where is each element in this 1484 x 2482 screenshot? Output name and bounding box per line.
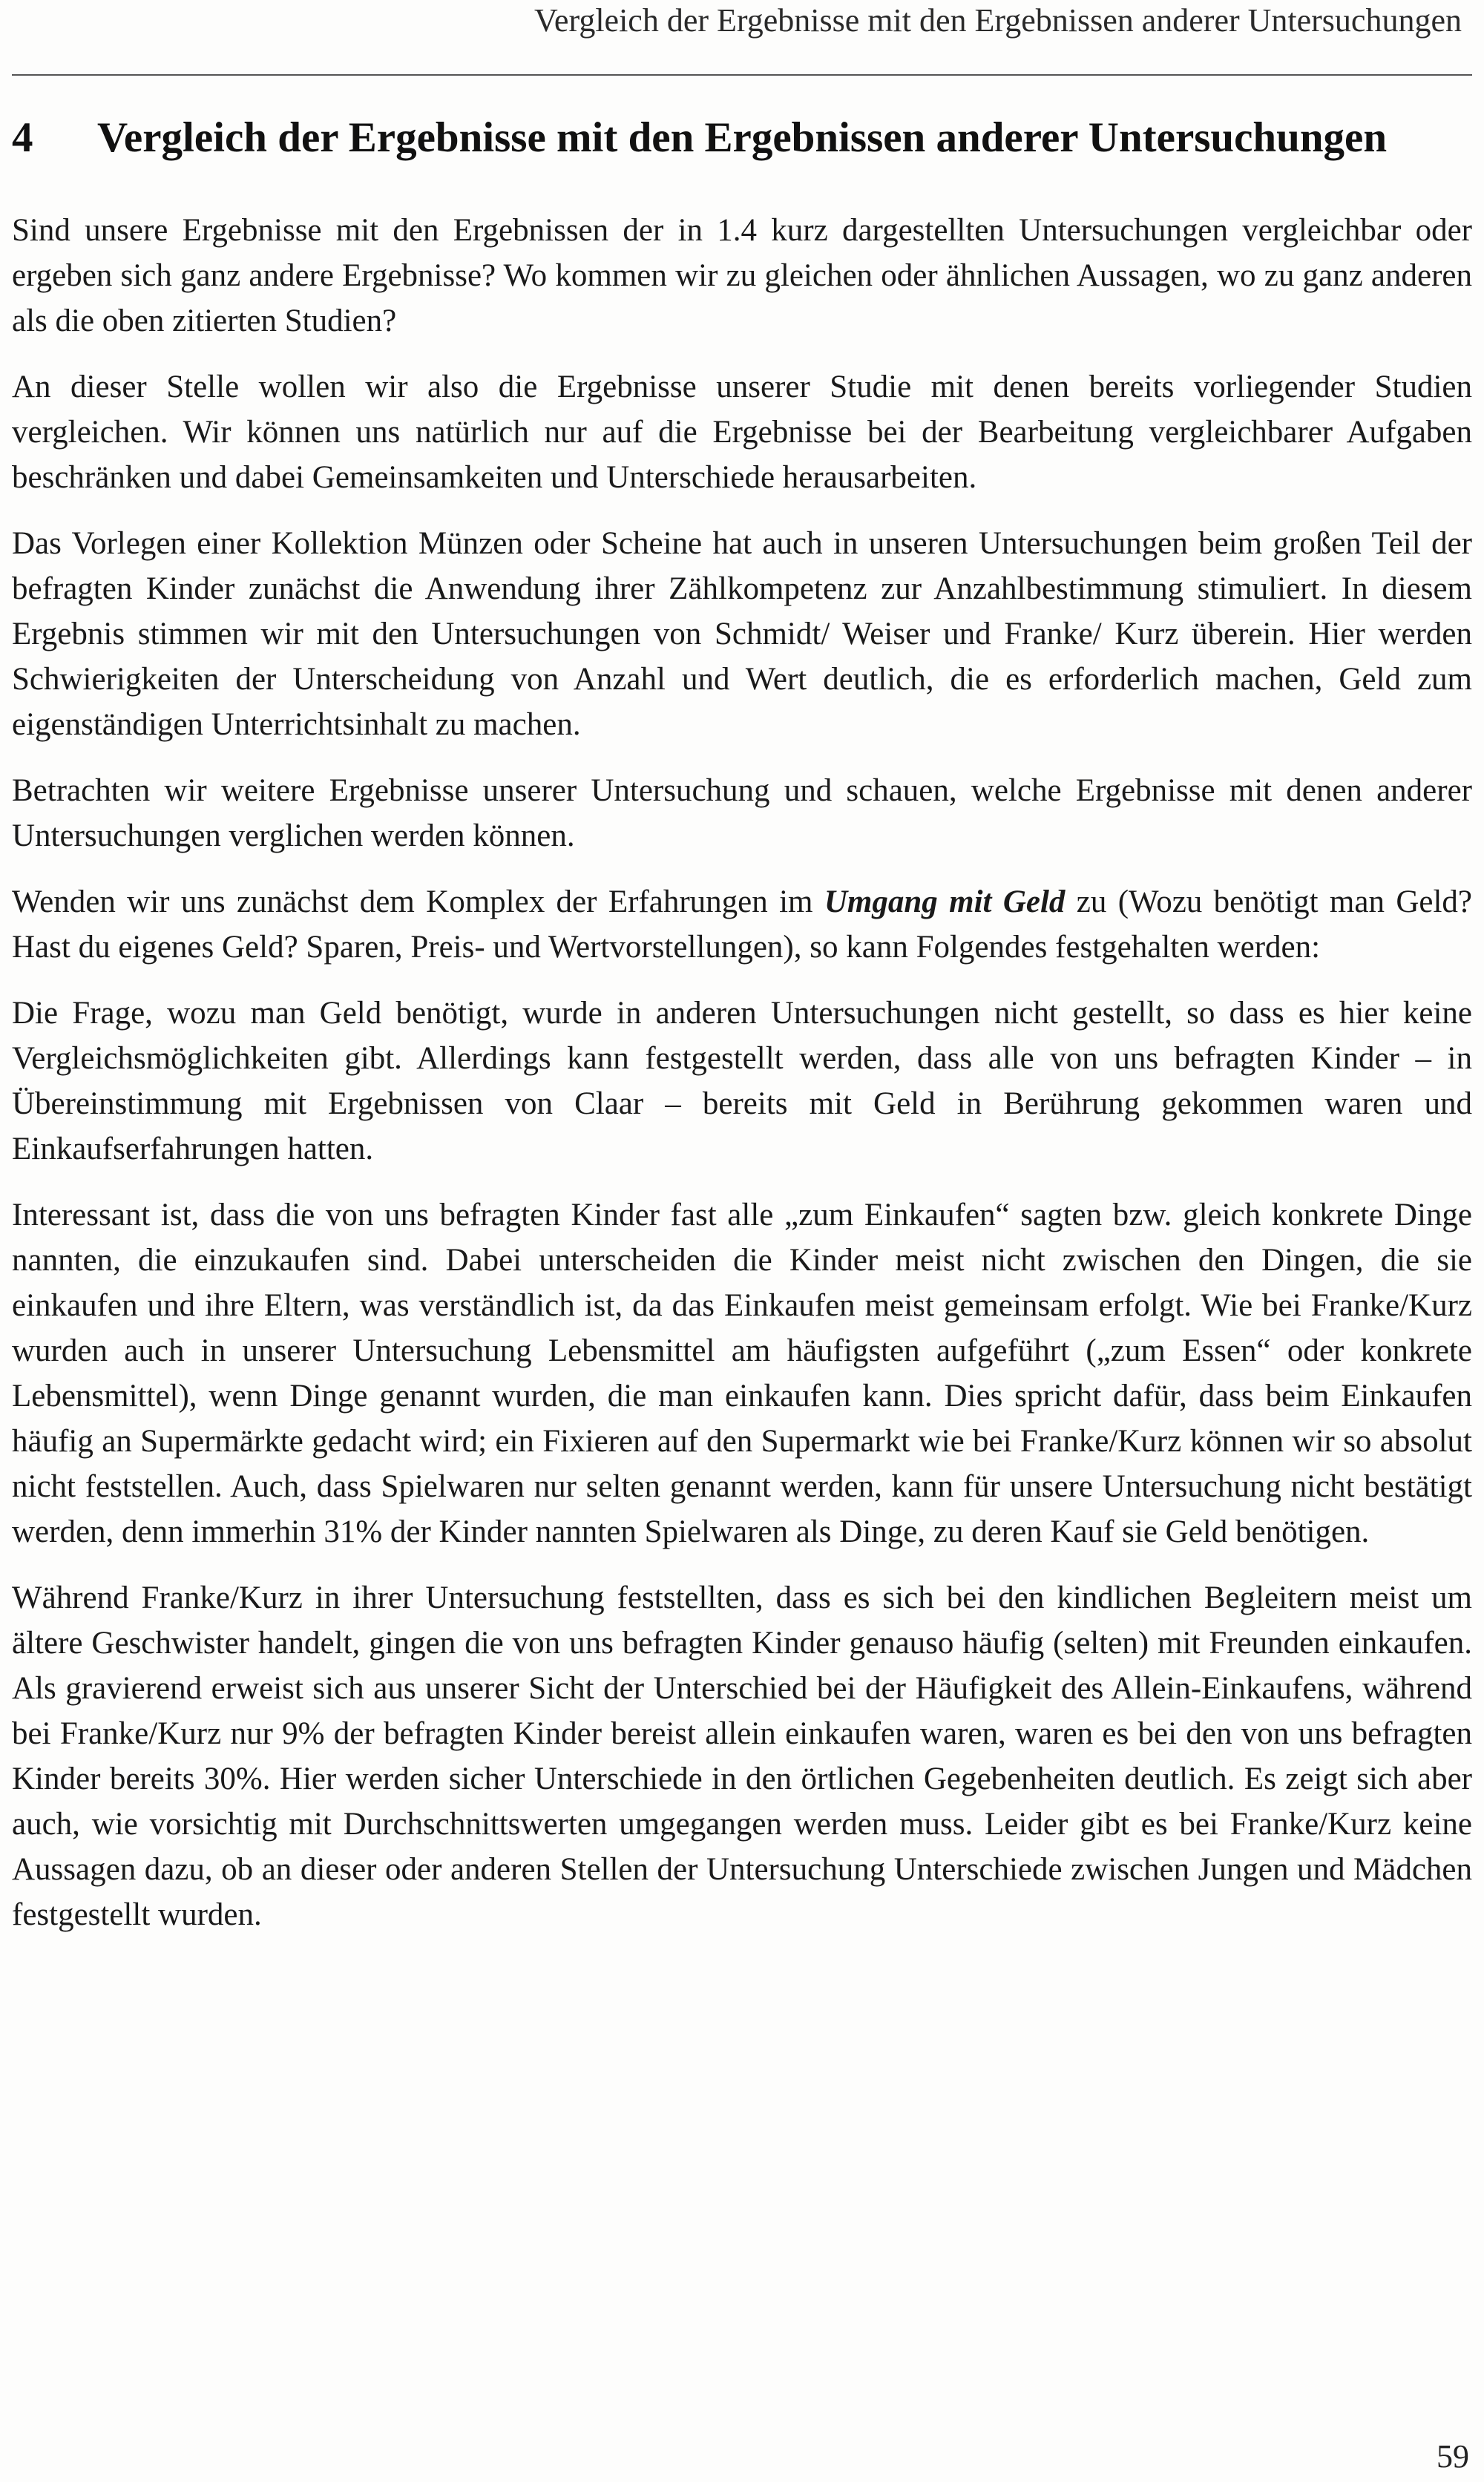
chapter-number: 4 xyxy=(12,114,33,161)
paragraph-2: An dieser Stelle wollen wir also die Ergebnisse unserer Studie mit denen bereits vorliegender Studien vergleichen. Wir können uns natürlich nur auf die Ergebnisse bei der Bearbeitung vergleichbarer Aufgaben beschränken und dabei Gemeinsamkeiten und Unterschiede herausarbeiten. xyxy=(12,370,1472,495)
running-header: Vergleich der Ergebnisse mit den Ergebnissen anderer Untersuchungen xyxy=(534,2,1462,39)
paragraph-5 xyxy=(12,879,1472,970)
paragraph-5-emphasis: Umgang mit Geld xyxy=(824,884,1066,919)
page-body xyxy=(12,111,1472,1958)
paragraph-3: Das Vorlegen einer Kollektion Münzen oder Scheine hat auch in unseren Untersuchungen beim großen Teil der befragten Kinder zunächst die Anwendung ihrer Zählkompetenz zur Anzahlbestimmung stimuliert. In diesem Ergebnis stimmen wir mit den Untersuchungen von Schmidt/ Weiser und Franke/ Kurz überein. Hier werden Schwierigkeiten der Unterscheidung von Anzahl und Wert deutlich, die es erforderlich machen, Geld zum eigenständigen Unterrichtsinhalt zu machen. xyxy=(12,526,1472,742)
paragraph-1: Sind unsere Ergebnisse mit den Ergebnissen der in 1.4 kurz dargestellten Untersuchungen vergleichbar oder ergeben sich ganz andere Ergebnisse? Wo kommen wir zu gleichen oder ähnlichen Aussagen, wo zu ganz anderen als die oben zitierten Studien? xyxy=(12,213,1472,338)
paragraph-5-text-before: Wenden wir uns zunächst dem Komplex der Erfahrungen im xyxy=(12,884,824,919)
page-number: 59 xyxy=(1437,2438,1469,2475)
paragraph-6: Die Frage, wozu man Geld benötigt, wurde in anderen Untersuchungen nicht gestellt, so dass es hier keine Vergleichsmöglichkeiten gibt. Allerdings kann festgestellt werden, dass alle von uns befragten Kinder – in Übereinstimmung mit Ergebnissen von Claar – bereits mit Geld in Berührung gekommen waren und Einkaufserfahrungen hatten. xyxy=(12,996,1472,1166)
chapter-heading xyxy=(12,111,1472,165)
header-rule xyxy=(12,74,1472,76)
paragraph-8: Während Franke/Kurz in ihrer Untersuchung feststellten, dass es sich bei den kindlichen Begleitern meist um ältere Geschwister handelt, gingen die von uns befragten Kinder genauso häufig (selten) mit Freunden einkaufen. Als gravierend erweist sich aus unserer Sicht der Unterschied bei der Häufigkeit des Allein-Einkaufens, während bei Franke/Kurz nur 9% der befragten Kinder bereist allein einkaufen waren, waren es bei den von uns befragten Kinder bereits 30%. Hier werden sicher Unterschiede in den örtlichen Gegebenheiten deutlich. Es zeigt sich aber auch, wie vorsichtig mit Durchschnittswerten umgegangen werden muss. Leider gibt es bei Franke/Kurz keine Aussagen dazu, ob an dieser oder anderen Stellen der Untersuchung Unterschiede zwischen Jungen und Mädchen festgestellt wurden. xyxy=(12,1580,1472,1932)
paragraph-7: Interessant ist, dass die von uns befragten Kinder fast alle „zum Einkaufen“ sagten bzw. gleich konkrete Dinge nannten, die einzukaufen sind. Dabei unterscheiden die Kinder meist nicht zwischen den Dingen, die sie einkaufen und ihre Eltern, was verständlich ist, da das Einkaufen meist gemeinsam erfolgt. Wie bei Franke/Kurz wurden auch in unserer Untersuchung Lebensmittel am häufigsten aufgeführt („zum Essen“ oder konkrete Lebensmittel), wenn Dinge genannt wurden, die man einkaufen kann. Dies spricht dafür, dass beim Einkaufen häufig an Supermärkte gedacht wird; ein Fixieren auf den Supermarkt wie bei Franke/Kurz können wir so absolut nicht feststellen. Auch, dass Spielwaren nur selten genannt werden, kann für unsere Untersuchung nicht bestätigt werden, denn immerhin 31% der Kinder nannten Spielwaren als Dinge, zu deren Kauf sie Geld benötigen. xyxy=(12,1198,1472,1549)
paragraph-4: Betrachten wir weitere Ergebnisse unserer Untersuchung und schauen, welche Ergebnisse mit denen anderer Untersuchungen verglichen werden können. xyxy=(12,773,1472,853)
paragraph-5-text-after: zu (Wozu benötigt man Geld? Hast du eigenes Geld? Sparen, Preis- und Wertvorstellungen), so kann Folgendes festgehalten werden: xyxy=(12,884,1473,965)
chapter-title: Vergleich der Ergebnisse mit den Ergebnissen anderer Untersuchungen xyxy=(97,114,1388,161)
